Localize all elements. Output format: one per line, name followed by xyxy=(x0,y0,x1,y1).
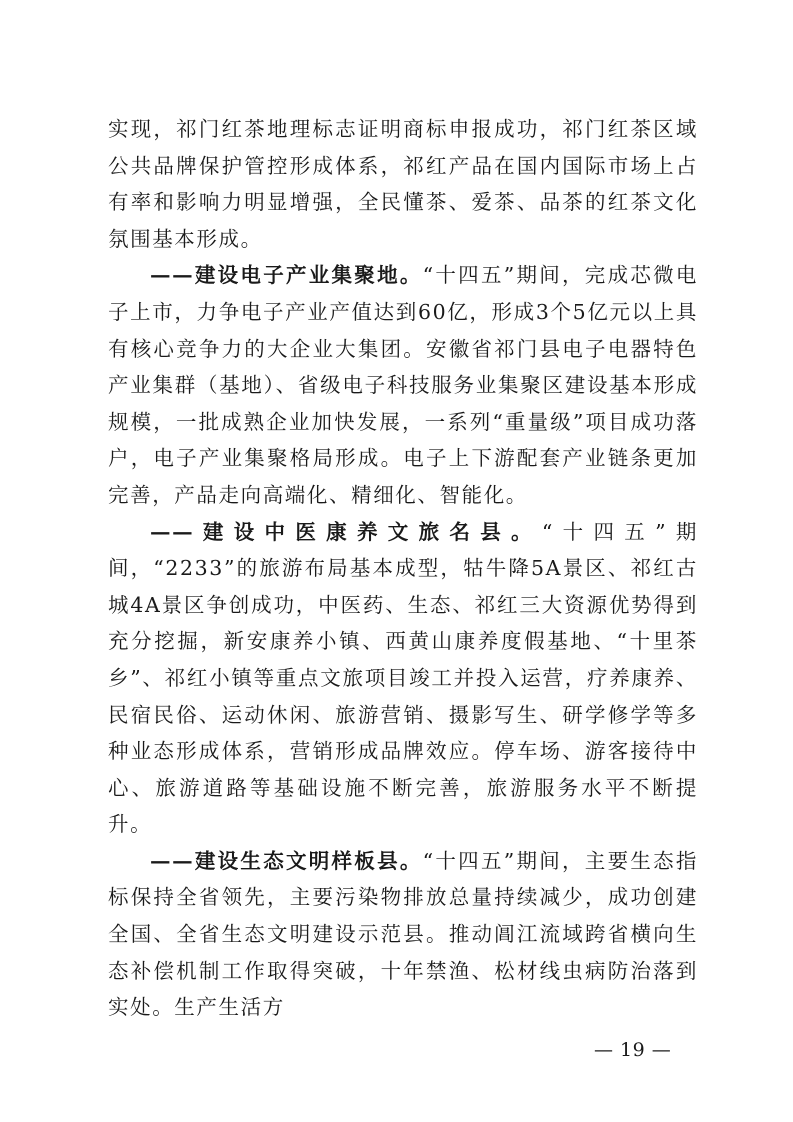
section-heading: ——建设中医康养文旅名县。 xyxy=(150,519,542,544)
paragraph-body: 实现，祁门红茶地理标志证明商标申报成功，祁门红茶区域公共品牌保护管控形成体系，祁红产品在国内国际市场上占有率和影响力明显增强，全民懂茶、爱茶、品茶的红茶文化氛围基本形成。 xyxy=(108,117,698,251)
paragraph-body: “十四五”期间，完成芯微电子上市，力争电子产业产值达到60亿，形成3个5亿元以上具有核心竞争力的大企业大集团。安徽省祁门县电子电器特色产业集群（基地）、省级电子科技服务业集聚区建设基本形成规模，一批成熟企业加快发展，一系列“重量级”项目成功落户，电子产业集聚格局形成。电子上下游配套产业链条更加完善，产品走向高端化、精细化、智能化。 xyxy=(108,263,699,507)
section-heading: ——建设生态文明样板县。 xyxy=(150,848,423,873)
paragraph-tea-culture xyxy=(108,111,698,257)
paragraph-ecology xyxy=(108,843,698,1026)
paragraph-electronics xyxy=(108,257,698,513)
paragraph-body: “十四五”期间，主要生态指标保持全省领先，主要污染物排放总量持续减少，成功创建全国、全省生态文明建设示范县。推动阊江流域跨省横向生态补偿机制工作取得突破，十年禁渔、松材线虫病防治落到实处。生产生活方 xyxy=(108,848,699,1020)
page-number: — 19 — xyxy=(594,1039,672,1061)
paragraph-tourism xyxy=(108,514,698,843)
section-heading: ——建设电子产业集聚地。 xyxy=(150,263,423,288)
body-text xyxy=(108,111,698,1026)
paragraph-body: “十四五”期间，“2233”的旅游布局基本成型，牯牛降5A景区、祁红古城4A景区争创成功，中医药、生态、祁红三大资源优势得到充分挖掘，新安康养小镇、西黄山康养度假基地、“十里茶乡”、祁红小镇等重点文旅项目竣工并投入运营，疗养康养、民宿民俗、运动休闲、旅游营销、摄影写生、研学修学等多种业态形成体系，营销形成品牌效应。停车场、游客接待中心、旅游道路等基础设施不断完善，旅游服务水平不断提升。 xyxy=(108,519,698,837)
